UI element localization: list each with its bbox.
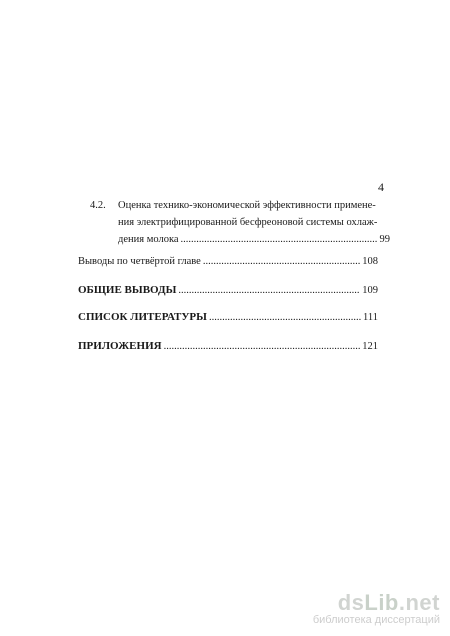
toc-page-number: 108: [362, 256, 378, 267]
toc-page-number: 109: [362, 285, 378, 296]
leader-dots: [178, 285, 360, 296]
leader-dots: [209, 312, 361, 323]
toc-entry-appendices: [78, 340, 378, 352]
dslib-subtitle: библиотека диссертаций: [312, 614, 440, 626]
toc-page-number: 99: [379, 234, 390, 245]
logo-ds: ds: [337, 590, 365, 615]
leader-dots: [203, 256, 360, 267]
page-number: 4: [378, 180, 384, 194]
toc-entry-label: СПИСОК ЛИТЕРАТУРЫ: [78, 311, 207, 323]
toc-entry-title-line-3: дения молока: [118, 234, 179, 245]
toc-page-number: 121: [362, 341, 378, 352]
toc-entry-references: [78, 311, 378, 323]
toc-entry-general-conclusions: [78, 284, 378, 296]
toc-page-number: 111: [363, 312, 378, 323]
toc-entry-title-line-1: Оценка технико-экономической эффективности примене-: [118, 200, 376, 211]
leader-dots: [164, 341, 361, 352]
dslib-logo: [313, 590, 440, 616]
toc-entry-last-line: [118, 234, 390, 245]
toc-entry-title-line-2: ния электрифицированной бесфреоновой системы охлаж-: [118, 217, 378, 228]
toc-entry-number: 4.2.: [90, 200, 106, 211]
dslib-watermark: [313, 590, 440, 626]
toc-entry-label: Выводы по четвёртой главе: [78, 256, 201, 267]
toc-entry-label: ОБЩИЕ ВЫВОДЫ: [78, 284, 177, 296]
toc-entry-label: ПРИЛОЖЕНИЯ: [78, 340, 162, 352]
toc-entry-conclusions-ch4: [78, 256, 378, 267]
leader-dots: [181, 234, 378, 245]
logo-net: .net: [398, 590, 440, 615]
logo-lib: Lib: [364, 590, 399, 615]
